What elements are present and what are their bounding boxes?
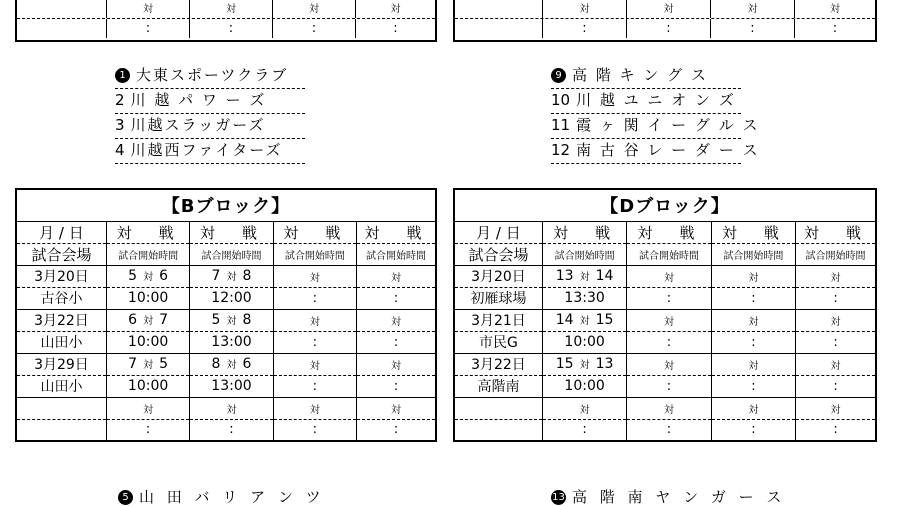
- cell: :: [107, 19, 190, 38]
- vs-mark: 対: [830, 360, 841, 372]
- list-item: [115, 64, 305, 89]
- start-time-cell: :: [273, 375, 356, 397]
- team-b-number: 8: [242, 312, 252, 328]
- match-cell: [357, 397, 436, 419]
- match-cell: [542, 397, 626, 419]
- team-a-number: 14: [555, 312, 574, 328]
- table-row: [16, 287, 436, 309]
- start-time-cell: :: [273, 331, 356, 353]
- header-start-time: 試合開始時間: [542, 243, 626, 265]
- team-b-number: 14: [595, 268, 614, 284]
- start-time-cell: :: [393, 422, 399, 438]
- team-a-number: 7: [211, 268, 221, 284]
- table-row: [454, 309, 876, 331]
- block-title-row: [454, 189, 876, 221]
- block-b-table: [15, 188, 437, 442]
- vs-mark: 対: [663, 272, 674, 284]
- header-date: 月 / 日: [454, 221, 542, 243]
- cell: :: [627, 19, 711, 38]
- table-row: [455, 0, 875, 19]
- table-row: [454, 419, 876, 441]
- match-cell: [542, 309, 626, 331]
- start-time-cell: :: [190, 419, 273, 441]
- match-pair: [212, 268, 252, 284]
- list-item: [551, 64, 741, 89]
- team-b-number: 7: [159, 312, 169, 328]
- header-match: 対 戦: [106, 221, 189, 243]
- match-cell: [711, 265, 795, 287]
- header-start-time: 試合開始時間: [106, 243, 189, 265]
- team-a-number: 13: [555, 268, 574, 284]
- start-time-cell: :: [542, 419, 626, 441]
- team-name: 大東スポーツクラブ: [136, 66, 289, 84]
- table-row: [454, 287, 876, 309]
- start-time-cell: :: [357, 375, 436, 397]
- match-pair: [212, 356, 252, 372]
- team-name: 霞 ヶ 関 イ ー グ ル ス: [576, 116, 760, 134]
- team-name: 川越西ファイターズ: [130, 141, 283, 159]
- team-a-number: 8: [211, 356, 221, 372]
- vs-mark: 対: [143, 404, 154, 416]
- vs-mark: 対: [391, 316, 402, 328]
- table-row: [454, 397, 876, 419]
- match-cell: [796, 353, 876, 375]
- cell: 対: [830, 4, 840, 15]
- header-venue: 試合会場: [16, 243, 106, 265]
- start-time-cell: :: [796, 287, 876, 309]
- start-time-cell: :: [627, 287, 711, 309]
- table-row: [16, 397, 436, 419]
- match-cell: [796, 265, 876, 287]
- match-cell: [796, 397, 876, 419]
- block-title-row: [16, 189, 436, 221]
- table-row: [17, 19, 435, 38]
- match-cell: [357, 309, 436, 331]
- header-date: 月 / 日: [16, 221, 106, 243]
- start-time-cell: :: [711, 287, 795, 309]
- vs-mark: 対: [309, 272, 320, 284]
- bottom-team-right: [551, 486, 785, 506]
- team-name: 高 階 南 ヤ ン ガ ー ス: [572, 488, 786, 506]
- team-b-number: 8: [242, 268, 252, 284]
- match-cell: [627, 353, 711, 375]
- team-number: 3: [115, 116, 125, 134]
- cell: :: [393, 21, 398, 36]
- top-right-table-fragment: [453, 0, 877, 42]
- date-cell: 3月29日: [16, 353, 106, 375]
- header-row: [454, 221, 876, 243]
- team-name: 川 越 パ ワ ー ズ: [130, 91, 267, 109]
- vs-mark: 対: [391, 404, 402, 416]
- cell: 対: [390, 4, 401, 15]
- cell: 対: [543, 0, 627, 18]
- venue-cell: 古谷小: [16, 287, 106, 309]
- header-start-time: 試合開始時間: [627, 243, 711, 265]
- start-time-cell: :: [711, 331, 795, 353]
- list-item: [115, 139, 305, 164]
- team-number: 10: [551, 91, 571, 109]
- table-row: [16, 375, 436, 397]
- cell: 対: [190, 0, 273, 18]
- start-time-cell: :: [357, 331, 436, 353]
- header-start-time: 試合開始時間: [273, 243, 356, 265]
- match-cell: [273, 265, 356, 287]
- match-cell: [190, 265, 273, 287]
- match-pair: [556, 312, 614, 328]
- match-pair: [212, 312, 252, 328]
- start-time-cell: :: [711, 419, 795, 441]
- start-time-cell: :: [627, 375, 711, 397]
- vs-mark: 対: [391, 272, 402, 284]
- team-b-number: 15: [595, 312, 614, 328]
- team-name: 川 越 ユ ニ オ ン ズ: [576, 91, 736, 109]
- header-start-time: 試合開始時間: [711, 243, 795, 265]
- vs-mark: 対: [309, 316, 320, 328]
- team-number: 4: [115, 141, 125, 159]
- cell: 対: [273, 0, 356, 18]
- venue-cell: 高階南: [454, 375, 542, 397]
- venue-cell: 市民G: [454, 331, 542, 353]
- cell: :: [273, 19, 356, 38]
- venue-cell: 初雁球場: [454, 287, 542, 309]
- header-start-time: 試合開始時間: [190, 243, 273, 265]
- vs-mark: 対: [748, 316, 759, 328]
- vs-mark: 対: [663, 404, 674, 416]
- start-time-cell: 10:00: [542, 331, 626, 353]
- start-time-cell: :: [796, 331, 876, 353]
- venue-cell: [454, 419, 542, 441]
- venue-cell: [16, 419, 106, 441]
- vs-mark: 対: [830, 316, 841, 328]
- team-number: 11: [551, 116, 571, 134]
- start-time-cell: :: [627, 419, 711, 441]
- table-row: [16, 309, 436, 331]
- table-row: [16, 353, 436, 375]
- header-match: 対 戦: [357, 221, 436, 243]
- cell: [17, 0, 107, 18]
- start-time-cell: :: [357, 287, 436, 309]
- match-pair: [556, 268, 614, 284]
- table-row: [455, 19, 875, 38]
- vs-mark: 対: [391, 360, 402, 372]
- vs-mark: 対: [579, 404, 590, 416]
- team-b-number: 13: [595, 356, 614, 372]
- match-cell: [542, 265, 626, 287]
- match-pair: [128, 356, 168, 372]
- match-cell: [273, 309, 356, 331]
- list-item: [115, 89, 305, 114]
- block-title: 【Bブロック】: [16, 189, 436, 221]
- start-time-cell: 10:00: [106, 375, 189, 397]
- start-time-cell: :: [711, 375, 795, 397]
- start-time-cell: :: [273, 419, 356, 441]
- date-cell: 3月22日: [16, 309, 106, 331]
- match-cell: [711, 309, 795, 331]
- header-row: [16, 221, 436, 243]
- block-title: 【Dブロック】: [454, 189, 876, 221]
- vs-mark: 対: [226, 404, 237, 416]
- match-cell: [711, 397, 795, 419]
- team-name: 南 古 谷 レ ー ダ ー ス: [576, 141, 760, 159]
- match-pair: [556, 356, 614, 372]
- vs-mark: 対: [748, 404, 759, 416]
- start-time-cell: 10:00: [106, 331, 189, 353]
- match-cell: [711, 353, 795, 375]
- header-match: 対 戦: [542, 221, 626, 243]
- team-number: 5: [118, 490, 133, 505]
- top-left-table-fragment: [15, 0, 437, 42]
- match-cell: [106, 309, 189, 331]
- team-name: 高 階 キ ン グ ス: [572, 66, 708, 84]
- match-cell: [106, 353, 189, 375]
- match-pair: [128, 268, 168, 284]
- header-start-time: 試合開始時間: [796, 243, 876, 265]
- match-pair: [128, 312, 168, 328]
- match-cell: [627, 309, 711, 331]
- match-cell: [796, 309, 876, 331]
- start-time-cell: :: [106, 419, 189, 441]
- team-number: 13: [552, 492, 565, 503]
- cell: :: [711, 19, 795, 38]
- start-time-cell: 10:00: [542, 375, 626, 397]
- team-number: 2: [115, 91, 125, 109]
- table-row: [454, 353, 876, 375]
- vs-mark: 対: [143, 360, 154, 371]
- vs-mark: 対: [748, 272, 759, 284]
- start-time-cell: :: [273, 287, 356, 309]
- date-cell: 3月20日: [454, 265, 542, 287]
- date-cell: 3月22日: [454, 353, 542, 375]
- header-match: 対 戦: [796, 221, 876, 243]
- start-time-cell: :: [796, 375, 876, 397]
- cell: 対: [107, 0, 190, 18]
- team-name: 山 田 バ リ ア ン ツ: [139, 488, 325, 506]
- table-row: [17, 0, 435, 19]
- cell: [455, 0, 543, 18]
- team-a-number: 5: [128, 268, 138, 284]
- header-match: 対 戦: [273, 221, 356, 243]
- date-cell: [454, 397, 542, 419]
- header-match: 対 戦: [627, 221, 711, 243]
- header-match: 対 戦: [711, 221, 795, 243]
- start-time-cell: :: [627, 331, 711, 353]
- list-item: [551, 114, 760, 139]
- start-time-cell: 13:30: [542, 287, 626, 309]
- vs-mark: 対: [579, 360, 590, 371]
- vs-mark: 対: [663, 360, 674, 372]
- date-cell: 3月20日: [16, 265, 106, 287]
- cell: [455, 19, 543, 38]
- match-cell: [627, 397, 711, 419]
- table-row: [454, 375, 876, 397]
- cell: 対: [627, 0, 711, 18]
- team-b-number: 6: [242, 356, 252, 372]
- table-row: [16, 419, 436, 441]
- vs-mark: 対: [226, 360, 237, 371]
- start-time-cell: 13:00: [190, 375, 273, 397]
- venue-cell: 山田小: [16, 331, 106, 353]
- table-row: [454, 331, 876, 353]
- cell: 対: [711, 0, 795, 18]
- match-cell: [190, 309, 273, 331]
- table-row: [16, 331, 436, 353]
- list-item: [551, 89, 741, 114]
- header-row: [454, 243, 876, 265]
- start-time-cell: 12:00: [190, 287, 273, 309]
- header-match: 対 戦: [190, 221, 273, 243]
- vs-mark: 対: [309, 404, 320, 416]
- vs-mark: 対: [830, 272, 841, 284]
- team-list-left: [115, 64, 305, 164]
- venue-cell: 山田小: [16, 375, 106, 397]
- date-cell: 3月21日: [454, 309, 542, 331]
- vs-mark: 対: [748, 360, 759, 372]
- vs-mark: 対: [226, 272, 237, 283]
- vs-mark: 対: [663, 316, 674, 328]
- vs-mark: 対: [579, 316, 590, 327]
- cell: :: [543, 19, 627, 38]
- match-cell: [106, 265, 189, 287]
- match-cell: [106, 397, 189, 419]
- team-a-number: 5: [211, 312, 221, 328]
- table-row: [16, 265, 436, 287]
- header-row: [16, 243, 436, 265]
- team-a-number: 15: [555, 356, 574, 372]
- header-start-time: 試合開始時間: [357, 243, 436, 265]
- match-cell: [273, 397, 356, 419]
- vs-mark: 対: [226, 316, 237, 327]
- list-item: [551, 139, 760, 164]
- date-cell: [16, 397, 106, 419]
- cell: [17, 19, 107, 38]
- start-time-cell: :: [833, 422, 838, 438]
- vs-mark: 対: [143, 272, 154, 283]
- match-cell: [190, 397, 273, 419]
- cell: :: [190, 19, 273, 38]
- match-cell: [190, 353, 273, 375]
- match-cell: [273, 353, 356, 375]
- team-number: 9: [551, 68, 566, 83]
- match-cell: [357, 353, 436, 375]
- team-a-number: 6: [128, 312, 138, 328]
- vs-mark: 対: [830, 404, 841, 416]
- header-venue: 試合会場: [454, 243, 542, 265]
- team-number: 12: [551, 141, 571, 159]
- table-row: [454, 265, 876, 287]
- vs-mark: 対: [309, 360, 320, 372]
- team-b-number: 5: [159, 356, 169, 372]
- vs-mark: 対: [143, 316, 154, 327]
- start-time-cell: 10:00: [106, 287, 189, 309]
- match-cell: [627, 265, 711, 287]
- team-b-number: 6: [159, 268, 169, 284]
- team-list-right: [551, 64, 760, 164]
- bottom-team-left: [118, 486, 325, 506]
- team-a-number: 7: [128, 356, 138, 372]
- team-number: 1: [115, 68, 130, 83]
- vs-mark: 対: [579, 272, 590, 283]
- list-item: [115, 114, 305, 139]
- start-time-cell: 13:00: [190, 331, 273, 353]
- team-name: 川越スラッガーズ: [130, 116, 266, 134]
- match-cell: [357, 265, 436, 287]
- match-cell: [542, 353, 626, 375]
- cell: :: [832, 21, 838, 36]
- block-d-table: [453, 188, 877, 442]
